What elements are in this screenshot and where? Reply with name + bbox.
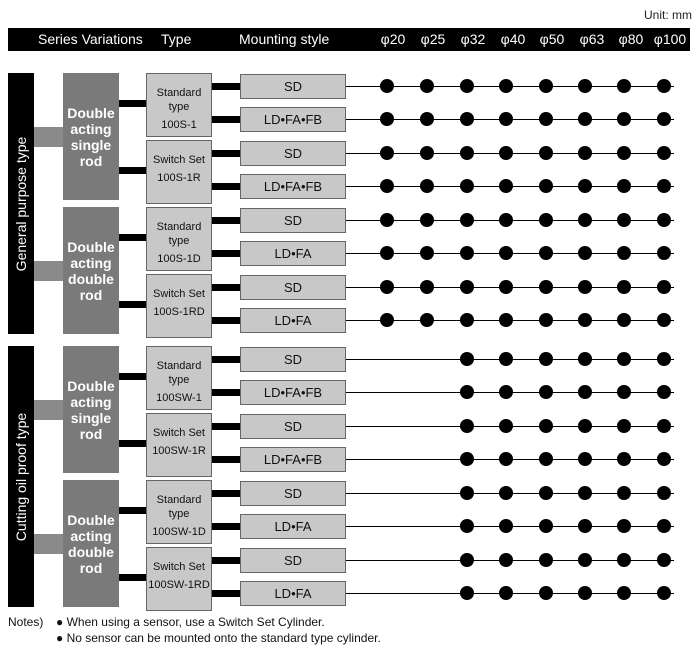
- availability-dot: [617, 486, 631, 500]
- mounting-style-box: SD: [240, 208, 346, 233]
- availability-dot: [657, 79, 671, 93]
- availability-dot: [539, 179, 553, 193]
- type-box: [146, 547, 212, 611]
- group-connector: [34, 400, 63, 420]
- type-name: Switch Set: [153, 561, 205, 573]
- model-number: 100SW-1: [156, 392, 202, 404]
- type-connector: [119, 100, 146, 107]
- availability-dot: [578, 486, 592, 500]
- table-header: [8, 28, 690, 51]
- availability-dot: [539, 385, 553, 399]
- availability-dot: [657, 280, 671, 294]
- availability-dot: [657, 486, 671, 500]
- section-bar: [8, 346, 34, 607]
- availability-dot: [460, 213, 474, 227]
- availability-dot: [460, 146, 474, 160]
- note-item: ● No sensor can be mounted onto the standard type cylinder.: [56, 631, 381, 645]
- availability-dot: [617, 146, 631, 160]
- availability-dot: [460, 352, 474, 366]
- availability-dot: [617, 179, 631, 193]
- mounting-style-box: SD: [240, 548, 346, 573]
- availability-dot: [420, 79, 434, 93]
- header-size: φ20: [380, 31, 406, 47]
- mount-connector: [212, 183, 240, 190]
- availability-dot: [420, 112, 434, 126]
- availability-dot: [499, 385, 513, 399]
- availability-dot: [380, 112, 394, 126]
- availability-dot: [420, 280, 434, 294]
- model-number: 100SW-1RD: [148, 579, 210, 591]
- availability-dot: [380, 179, 394, 193]
- note-item: ● When using a sensor, use a Switch Set Cylinder.: [56, 615, 325, 629]
- availability-dot: [657, 246, 671, 260]
- availability-dot: [578, 213, 592, 227]
- availability-dot: [499, 519, 513, 533]
- availability-dot: [617, 385, 631, 399]
- availability-dot: [460, 112, 474, 126]
- availability-dot: [380, 313, 394, 327]
- availability-dot: [499, 553, 513, 567]
- type-box: [146, 274, 212, 338]
- mounting-style-box: LD•FA: [240, 514, 346, 539]
- mounting-style-box: SD: [240, 414, 346, 439]
- model-number: 100S-1RD: [153, 306, 205, 318]
- availability-dot: [460, 313, 474, 327]
- header-size: φ80: [618, 31, 644, 47]
- header-size: φ25: [420, 31, 446, 47]
- availability-dot: [499, 452, 513, 466]
- availability-dot: [578, 553, 592, 567]
- type-connector: [119, 440, 146, 447]
- availability-dot: [539, 146, 553, 160]
- availability-dot: [617, 352, 631, 366]
- type-name: Standard type: [156, 87, 202, 113]
- availability-dot: [460, 486, 474, 500]
- availability-dot: [578, 280, 592, 294]
- mount-connector: [212, 456, 240, 463]
- header-series: Series Variations: [38, 31, 143, 47]
- availability-dot: [617, 112, 631, 126]
- type-name: Standard type: [156, 360, 202, 386]
- availability-dot: [420, 213, 434, 227]
- availability-dot: [499, 213, 513, 227]
- availability-dot: [460, 519, 474, 533]
- mounting-style-box: SD: [240, 141, 346, 166]
- notes-label: Notes): [8, 615, 44, 629]
- availability-dot: [499, 246, 513, 260]
- availability-dot: [657, 179, 671, 193]
- type-box: [146, 207, 212, 271]
- group-connector: [34, 261, 63, 281]
- availability-dot: [460, 419, 474, 433]
- availability-dot: [578, 179, 592, 193]
- availability-dot: [499, 586, 513, 600]
- mounting-style-box: LD•FA•FB: [240, 447, 346, 472]
- type-name: Standard type: [156, 494, 202, 520]
- availability-dot: [420, 146, 434, 160]
- mount-connector: [212, 217, 240, 224]
- mount-connector: [212, 284, 240, 291]
- mount-connector: [212, 356, 240, 363]
- availability-dot: [617, 586, 631, 600]
- availability-dot: [460, 385, 474, 399]
- availability-dot: [578, 352, 592, 366]
- type-name: Switch Set: [153, 288, 205, 300]
- group-label: Double acting double rod: [63, 480, 119, 607]
- mount-connector: [212, 83, 240, 90]
- availability-dot: [460, 586, 474, 600]
- header-size: φ32: [460, 31, 486, 47]
- mounting-style-box: LD•FA: [240, 581, 346, 606]
- availability-dot: [657, 213, 671, 227]
- model-number: 100SW-1R: [152, 445, 206, 457]
- mount-connector: [212, 557, 240, 564]
- availability-dot: [460, 553, 474, 567]
- availability-dot: [460, 179, 474, 193]
- availability-dot: [657, 553, 671, 567]
- group-connector: [34, 127, 63, 147]
- mounting-style-box: SD: [240, 74, 346, 99]
- availability-dot: [617, 553, 631, 567]
- mounting-style-box: LD•FA•FB: [240, 380, 346, 405]
- header-size: φ40: [500, 31, 526, 47]
- mounting-style-box: SD: [240, 275, 346, 300]
- group-label: Double acting single rod: [63, 346, 119, 473]
- type-name: Switch Set: [153, 154, 205, 166]
- section-label: Cutting oil proof type: [13, 412, 29, 541]
- mount-connector: [212, 250, 240, 257]
- type-connector: [119, 234, 146, 241]
- availability-dot: [617, 246, 631, 260]
- mount-connector: [212, 389, 240, 396]
- availability-dot: [420, 179, 434, 193]
- availability-dot: [539, 112, 553, 126]
- availability-dot: [578, 79, 592, 93]
- availability-dot: [539, 246, 553, 260]
- model-number: 100S-1D: [157, 253, 201, 265]
- availability-dot: [539, 519, 553, 533]
- availability-dot: [539, 79, 553, 93]
- group-label: Double acting single rod: [63, 73, 119, 200]
- availability-dot: [499, 146, 513, 160]
- availability-dot: [539, 352, 553, 366]
- type-connector: [119, 373, 146, 380]
- availability-dot: [617, 313, 631, 327]
- mount-connector: [212, 523, 240, 530]
- group-label: Double acting double rod: [63, 207, 119, 334]
- availability-dot: [380, 213, 394, 227]
- availability-dot: [539, 313, 553, 327]
- mounting-style-box: LD•FA: [240, 241, 346, 266]
- availability-dot: [539, 586, 553, 600]
- availability-dot: [460, 280, 474, 294]
- availability-dot: [578, 112, 592, 126]
- availability-dot: [539, 486, 553, 500]
- model-number: 100S-1: [161, 119, 197, 131]
- group-connector: [34, 534, 63, 554]
- availability-dot: [460, 246, 474, 260]
- availability-dot: [499, 352, 513, 366]
- availability-dot: [657, 352, 671, 366]
- availability-dot: [657, 385, 671, 399]
- availability-dot: [578, 385, 592, 399]
- model-number: 100SW-1D: [152, 526, 206, 538]
- availability-dot: [380, 79, 394, 93]
- type-name: Switch Set: [153, 427, 205, 439]
- type-connector: [119, 507, 146, 514]
- mounting-style-box: LD•FA: [240, 308, 346, 333]
- availability-dot: [539, 452, 553, 466]
- header-mounting: Mounting style: [239, 31, 330, 47]
- type-box: [146, 140, 212, 204]
- availability-dot: [420, 313, 434, 327]
- model-number: 100S-1R: [157, 172, 201, 184]
- availability-dot: [499, 419, 513, 433]
- availability-dot: [617, 79, 631, 93]
- header-size: φ100: [653, 31, 687, 47]
- availability-dot: [657, 586, 671, 600]
- availability-dot: [578, 519, 592, 533]
- availability-dot: [657, 146, 671, 160]
- availability-dot: [578, 419, 592, 433]
- mounting-style-box: LD•FA•FB: [240, 174, 346, 199]
- availability-dot: [380, 280, 394, 294]
- mount-connector: [212, 590, 240, 597]
- mounting-style-box: SD: [240, 347, 346, 372]
- availability-dot: [499, 280, 513, 294]
- availability-dot: [539, 553, 553, 567]
- availability-dot: [657, 112, 671, 126]
- type-name: Standard type: [156, 221, 202, 247]
- mount-connector: [212, 317, 240, 324]
- availability-dot: [617, 280, 631, 294]
- section-bar: [8, 73, 34, 334]
- mounting-style-box: LD•FA•FB: [240, 107, 346, 132]
- availability-dot: [539, 213, 553, 227]
- type-connector: [119, 301, 146, 308]
- availability-dot: [499, 112, 513, 126]
- availability-dot: [460, 452, 474, 466]
- header-size: φ50: [539, 31, 565, 47]
- type-connector: [119, 574, 146, 581]
- availability-dot: [539, 280, 553, 294]
- header-size: φ63: [579, 31, 605, 47]
- type-box: [146, 346, 212, 410]
- mounting-style-box: SD: [240, 481, 346, 506]
- availability-dot: [499, 179, 513, 193]
- availability-dot: [578, 246, 592, 260]
- type-connector: [119, 167, 146, 174]
- availability-dot: [578, 313, 592, 327]
- type-box: [146, 413, 212, 477]
- type-box: [146, 73, 212, 137]
- availability-dot: [617, 452, 631, 466]
- availability-dot: [657, 452, 671, 466]
- section-label: General purpose type: [13, 136, 29, 271]
- availability-dot: [499, 79, 513, 93]
- availability-dot: [657, 419, 671, 433]
- availability-dot: [380, 146, 394, 160]
- availability-dot: [578, 146, 592, 160]
- availability-dot: [460, 79, 474, 93]
- type-box: [146, 480, 212, 544]
- unit-label: Unit: mm: [644, 8, 692, 22]
- mount-connector: [212, 490, 240, 497]
- availability-dot: [420, 246, 434, 260]
- availability-dot: [617, 519, 631, 533]
- availability-dot: [499, 313, 513, 327]
- mount-connector: [212, 116, 240, 123]
- mount-connector: [212, 150, 240, 157]
- availability-dot: [539, 419, 553, 433]
- mount-connector: [212, 423, 240, 430]
- availability-dot: [657, 519, 671, 533]
- availability-dot: [499, 486, 513, 500]
- availability-dot: [617, 213, 631, 227]
- availability-dot: [578, 452, 592, 466]
- availability-dot: [617, 419, 631, 433]
- header-type: Type: [161, 31, 192, 47]
- availability-dot: [657, 313, 671, 327]
- availability-dot: [578, 586, 592, 600]
- availability-dot: [380, 246, 394, 260]
